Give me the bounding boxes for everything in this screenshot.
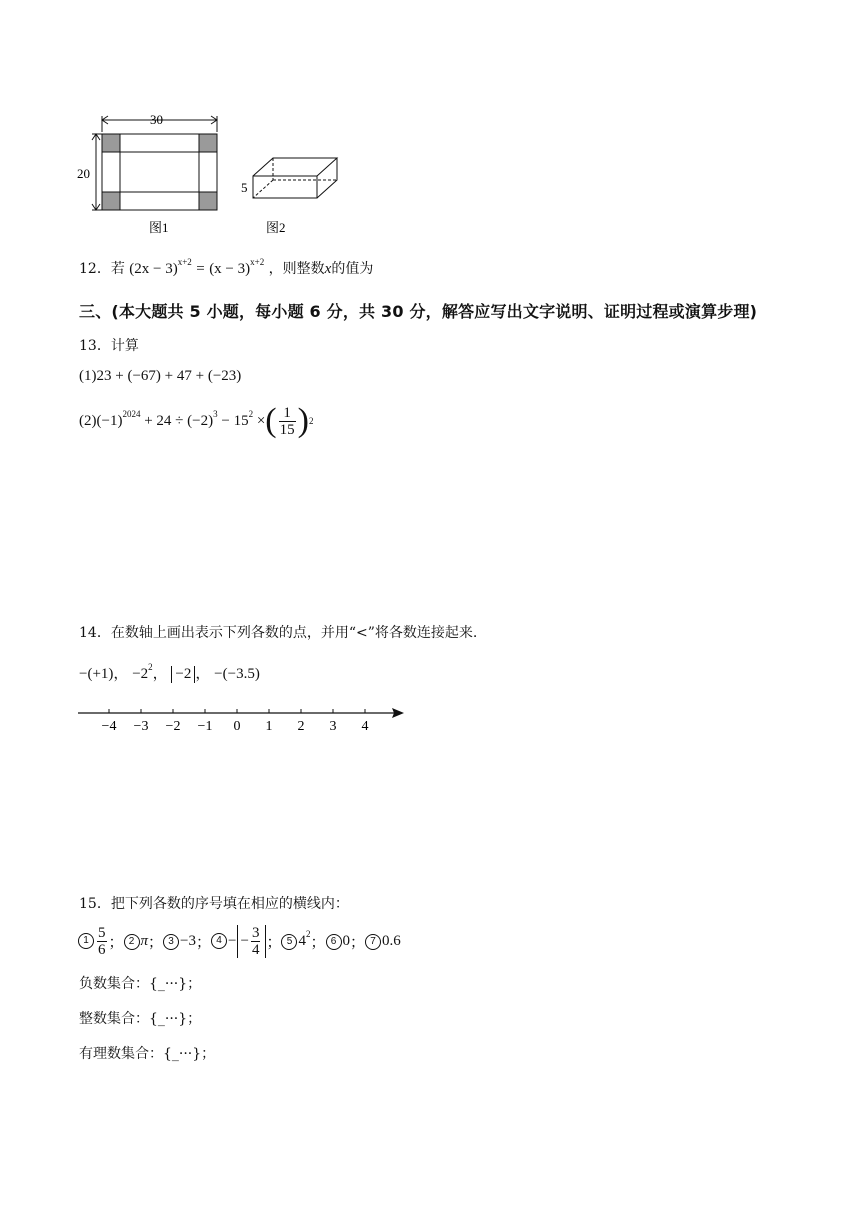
q15-set-integer: 整数集合：{_···}；: [79, 1011, 202, 1027]
q15-item-3: 3 −3: [163, 933, 196, 950]
q12-prefix: 12．若: [79, 261, 125, 277]
axis-tick-label: 3: [329, 719, 337, 734]
q13-p2-term-b: + $24 \div (-2)^3$: [144, 408, 218, 429]
axis-tick-label: −3: [133, 719, 149, 734]
q13-p2-term-c: − $15^2$: [221, 408, 254, 429]
axis-tick-label: 4: [361, 719, 369, 734]
q13-part-2: (2) $(-1)^{2024}$ + $24 \div (-2)^3$ − $15^2$ × ( $\frac{1}{15}$ ) 2: [79, 402, 314, 439]
axis-tick-label: −2: [165, 719, 181, 734]
corner-square: [102, 134, 120, 152]
figure-2: [236, 150, 346, 240]
axis-tick-label: 0: [233, 719, 241, 734]
q15-set-rational: 有理数集合：{_···}；: [79, 1046, 216, 1062]
q12-suffix-b: 的值为: [331, 261, 374, 277]
q14-numbers: −(+1)， $-2^2$， −2 ， −(−3.5): [79, 662, 260, 683]
q14-n4: −(−3.5): [214, 666, 260, 682]
q13-p2-term-a: $(-1)^{2024}$: [96, 408, 141, 429]
q13-part-1: [79, 368, 241, 385]
q15-item-5: 5 $4^2$: [281, 933, 310, 950]
q13-p2-times: ×: [256, 412, 266, 429]
q15-item-2: 2 π: [124, 933, 149, 950]
q12-equals: =: [196, 261, 205, 277]
number-line: [76, 703, 416, 739]
q12-suffix-a: ，则整数: [268, 261, 325, 277]
q14-n3-abs: −2: [171, 666, 195, 683]
q12-var: x: [324, 261, 332, 277]
q14-title: 14．在数轴上画出表示下列各数的点，并用“<”将各数连接起来.: [79, 625, 478, 641]
q15-item-7: 7 0.6: [365, 933, 401, 950]
question-12: [79, 258, 373, 278]
fig2-caption: 图2: [266, 220, 286, 235]
q15-item-4: 4 − − $\frac{3}{4}$: [211, 925, 266, 958]
q13-p2-fraction: $\frac{1}{15}$: [279, 404, 295, 438]
q15-item-6: 6 0: [326, 933, 351, 950]
fig2-height-label: 5: [241, 180, 248, 195]
q13-part2-label: (2): [79, 412, 97, 429]
q12-right-expr: $(x - 3)^{x+2}$: [209, 257, 265, 277]
corner-square: [199, 134, 217, 152]
corner-square: [102, 192, 120, 210]
axis-tick-label: −1: [197, 719, 213, 734]
q14-n2: $-2^2$: [132, 662, 153, 682]
q15-item-1: 1 $\frac{5}{6}$: [78, 925, 109, 958]
q15-title: 15．把下列各数的序号填在相应的横线内：: [79, 896, 349, 912]
q15-items: 1 $\frac{5}{6}$ ； 2 π ； 3 −3 ； 4 − − $\frac{3}{4}$ ； 5 $4^2$ ； 6 0 ； 7 0.6: [78, 922, 401, 960]
q12-left-expr: $(2x - 3)^{x+2}$: [129, 257, 192, 277]
section-3-heading: 三、(本大题共 5 小题，每小题 6 分，共 30 分，解答应写出文字说明、证明过程或演算步理): [79, 302, 758, 321]
fig1-width-label: 30: [150, 112, 163, 127]
figure-1: [70, 106, 230, 236]
corner-square: [199, 192, 217, 210]
axis-tick-label: −4: [101, 719, 117, 734]
q13-part1-label: (1): [79, 368, 97, 384]
axis-tick-label: 2: [297, 719, 305, 734]
fig1-caption: 图1: [149, 220, 169, 235]
q13-title: 13．计算: [79, 338, 139, 354]
q13-part1-expr: 23 + (−67) + 47 + (−23): [96, 368, 242, 384]
axis-tick-label: 1: [265, 719, 273, 734]
q15-set-negative: 负数集合：{_···}；: [79, 976, 202, 992]
q14-n1: −(+1): [79, 666, 114, 682]
fig1-height-label: 20: [77, 166, 90, 181]
